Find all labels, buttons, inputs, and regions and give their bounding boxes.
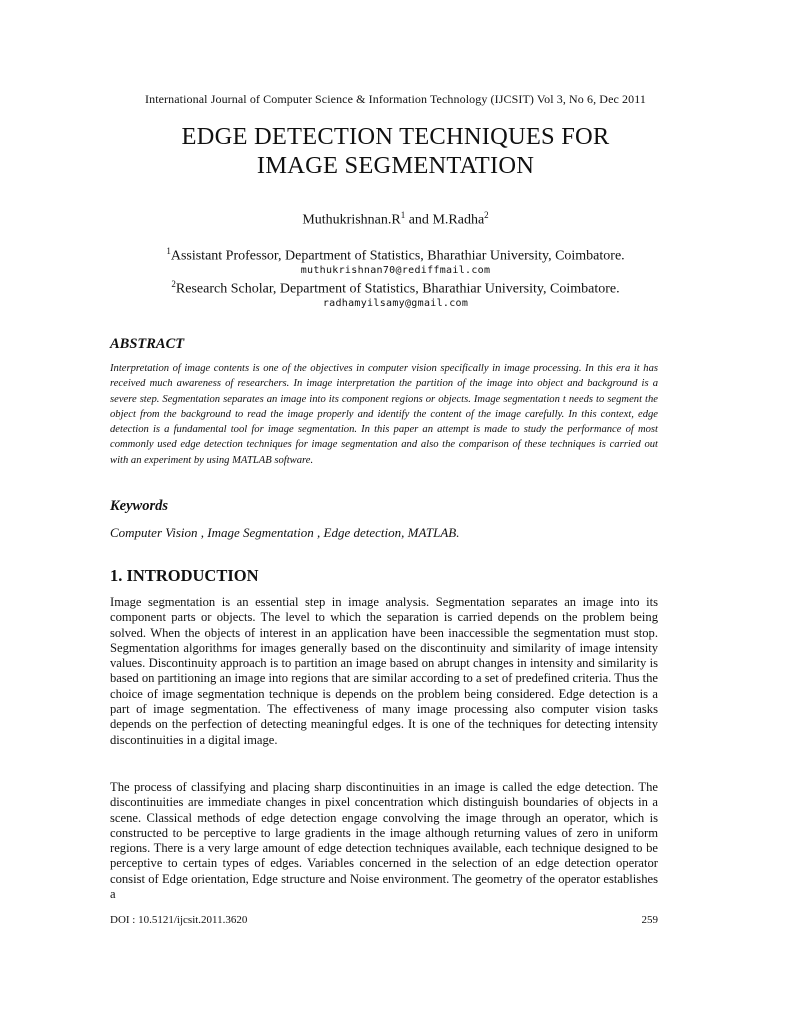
keywords-heading: Keywords — [110, 498, 168, 514]
paper-title — [0, 122, 791, 180]
affiliation-1-email: muthukrishnan70@rediffmail.com — [300, 265, 491, 276]
affiliation-1-text: Assistant Professor, Department of Statistics, Bharathiar University, Coimbatore. — [170, 248, 625, 264]
affiliation-2-text: Research Scholar, Department of Statistics, Bharathiar University, Coimbatore. — [175, 281, 620, 297]
doi-text: DOI : 10.5121/ijcsit.2011.3620 — [110, 914, 248, 926]
page-number: 259 — [641, 914, 658, 926]
keywords-text: Computer Vision , Image Segmentation , Edge detection, MATLAB. — [110, 525, 460, 540]
title-line-2: IMAGE SEGMENTATION — [256, 152, 535, 179]
author-1: Muthukrishnan.R — [302, 212, 401, 228]
title-line-1: EDGE DETECTION TECHNIQUES FOR — [181, 123, 610, 150]
affiliation-1-sup: 1 — [166, 246, 171, 256]
author-1-sup: 1 — [400, 210, 406, 220]
page-footer — [110, 914, 658, 926]
introduction-heading: 1. INTRODUCTION — [110, 566, 259, 585]
author-2-sup: 2 — [484, 210, 489, 220]
author-list — [0, 210, 791, 229]
affiliation-2-sup: 2 — [171, 279, 176, 289]
author-2: M.Radha — [432, 212, 485, 228]
abstract-text: Interpretation of image contents is one of the objectives in computer vision specifically in image processing. In this era it has received much awareness of researchers. In image interpretation the partition of the image into object and background is a severe step. Segmentation separates an image into its component regions or objects. Image segmentation t needs to segment the object from the background to read the image properly and identify the content of the image carefully. In this context, edge detection is a fundamental tool for image segmentation. In this paper an attempt is made to study the performance of most commonly used edge detection techniques for image segmentation and also the comparison of these techniques is carried out with an experiment by using MATLAB software. — [110, 363, 658, 466]
author-and: and — [405, 212, 433, 228]
introduction-paragraph-1: Image segmentation is an essential step in image analysis. Segmentation separates an image into its component parts or objects. The level to which the separation is carried depends on the problem being solved. When the objects of interest in an application have been inaccessible the segmentation must stop. Segmentation algorithms for images generally based on the discontinuity and similarity of image intensity values. Discontinuity approach is to partition an image based on abrupt changes in intensity and similarity is based on partitioning an image into regions that are similar according to a set of predefined criteria. Thus the choice of image segmentation technique is depends on the problem being considered. Edge detection is a part of image segmentation. The effectiveness of many image processing also computer vision tasks depends on the perfection of detecting meaningful edges. It is one of the techniques for detecting intensity discontinuities in a digital image. — [110, 595, 658, 747]
affiliation-2 — [0, 279, 791, 298]
affiliation-1 — [0, 246, 791, 265]
introduction-paragraph-2: The process of classifying and placing sharp discontinuities in an image is called the edge detection. The discontinuities are immediate changes in pixel concentration which distinguish boundaries of objects in a scene. Classical methods of edge detection engage convolving the image through an operator, which is constructed to be perceptive to large gradients in the image although returning values of zero in uniform regions. There is a very large amount of edge detection techniques available, each technique designed to be perceptive to certain types of edges. Variables concerned in the selection of an edge detection operator consist of Edge orientation, Edge structure and Noise environment. The geometry of the operator establishes a — [110, 780, 658, 902]
abstract-heading: ABSTRACT — [110, 336, 185, 352]
running-header: International Journal of Computer Science & Information Technology (IJCSIT) Vol 3, No 6, Dec 2011 — [145, 92, 646, 106]
affiliation-2-email: radhamyilsamy@gmail.com — [322, 298, 469, 309]
